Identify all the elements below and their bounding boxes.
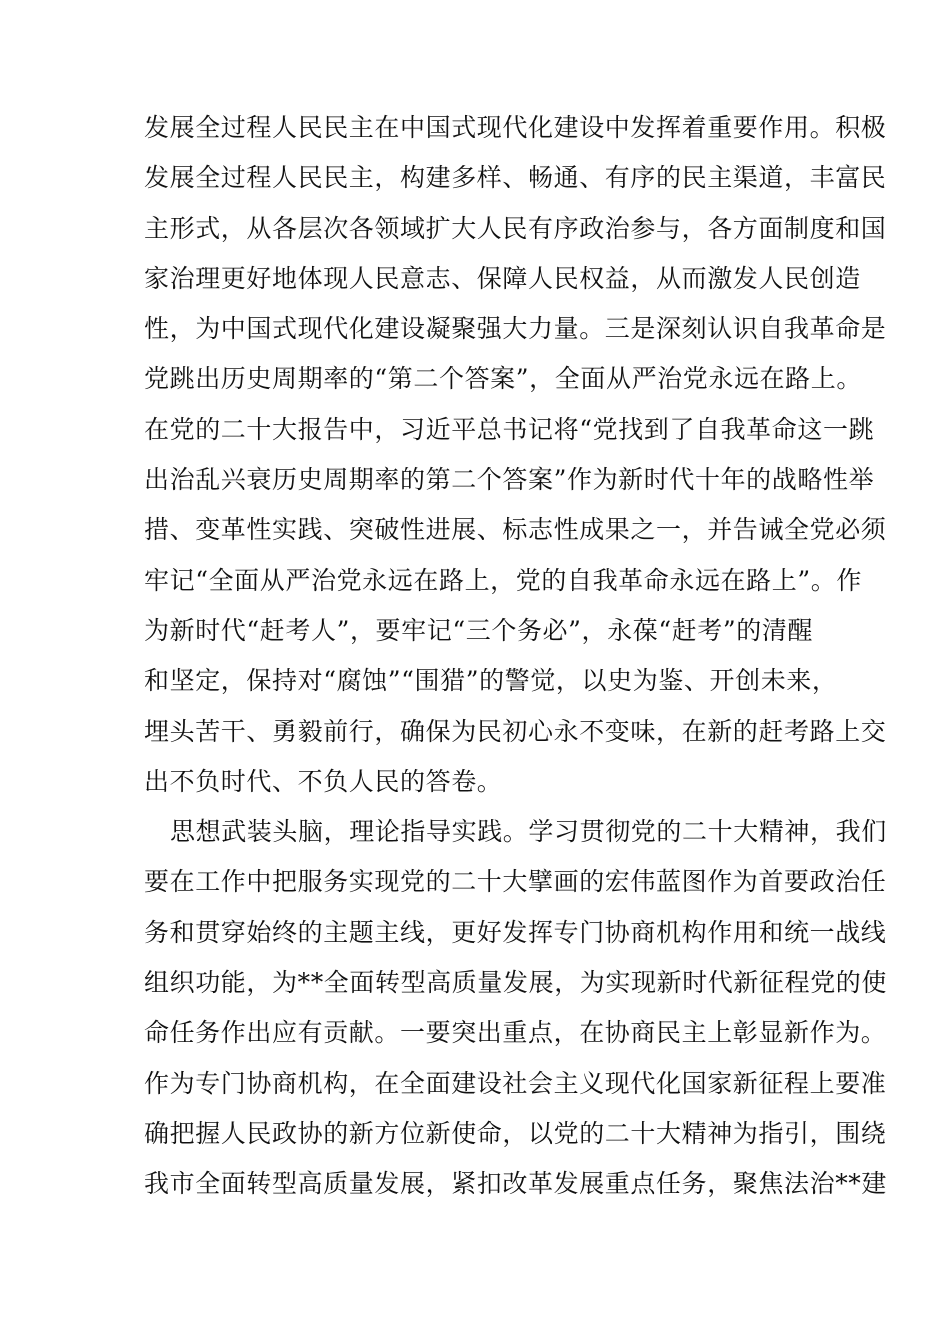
text-line: 在党的二十大报告中，习近平总书记将“党找到了自我革命这一跳 (144, 414, 875, 444)
text-line: 埋头苦干、勇毅前行，确保为民初心永不变味，在新的赶考路上交 (144, 716, 887, 746)
text-line: 作为专门协商机构，在全面建设社会主义现代化国家新征程上要准 (144, 1068, 887, 1098)
text-line: 家治理更好地体现人民意志、保障人民权益，从而激发人民创造 (144, 263, 861, 293)
text-line: 发展全过程人民民主在中国式现代化建设中发挥着重要作用。积极 (144, 113, 887, 142)
text-line: 出治乱兴衰历史周期率的第二个答案”作为新时代十年的战略性举 (144, 465, 875, 495)
text-line: 出不负时代、不负人民的答卷。 (144, 766, 503, 796)
text-line: 要在工作中把服务实现党的二十大擘画的宏伟蓝图作为首要政治任 (144, 867, 887, 897)
text-line: 性，为中国式现代化建设凝聚强大力量。三是深刻认识自我革命是 (144, 314, 887, 344)
text-line: 为新时代“赶考人”，要牢记“三个务必”，永葆“赶考”的清醒 (144, 615, 814, 645)
text-line: 主形式，从各层次各领域扩大人民有序政治参与，各方面制度和国 (144, 213, 887, 243)
text-line: 确把握人民政协的新方位新使命，以党的二十大精神为指引，围绕 (144, 1118, 887, 1148)
body-text (144, 103, 888, 1210)
text-line: 牢记“全面从严治党永远在路上，党的自我革命永远在路上”。作 (144, 565, 862, 595)
text-line: 组织功能，为**全面转型高质量发展，为实现新时代新征程党的使 (144, 968, 888, 998)
text-line: 措、变革性实践、突破性进展、标志性成果之一，并告诫全党必须 (144, 515, 887, 545)
paragraph-start-line: 思想武装头脑，理论指导实践。学习贯彻党的二十大精神，我们 (170, 817, 887, 847)
text-line: 命任务作出应有贡献。一要突出重点，在协商民主上彰显新作为。 (144, 1018, 887, 1048)
text-line: 发展全过程人民民主，构建多样、畅通、有序的民主渠道，丰富民 (144, 163, 887, 193)
text-line: 党跳出历史周期率的“第二个答案”，全面从严治党永远在路上。 (144, 364, 862, 394)
text-line: 和坚定，保持对“腐蚀”“围猎”的警觉，以史为鉴、开创未来， (144, 666, 838, 696)
text-line: 务和贯穿始终的主题主线，更好发挥专门协商机构作用和统一战线 (144, 917, 887, 947)
text-line: 我市全面转型高质量发展，紧扣改革发展重点任务，聚焦法治**建 (144, 1169, 888, 1199)
